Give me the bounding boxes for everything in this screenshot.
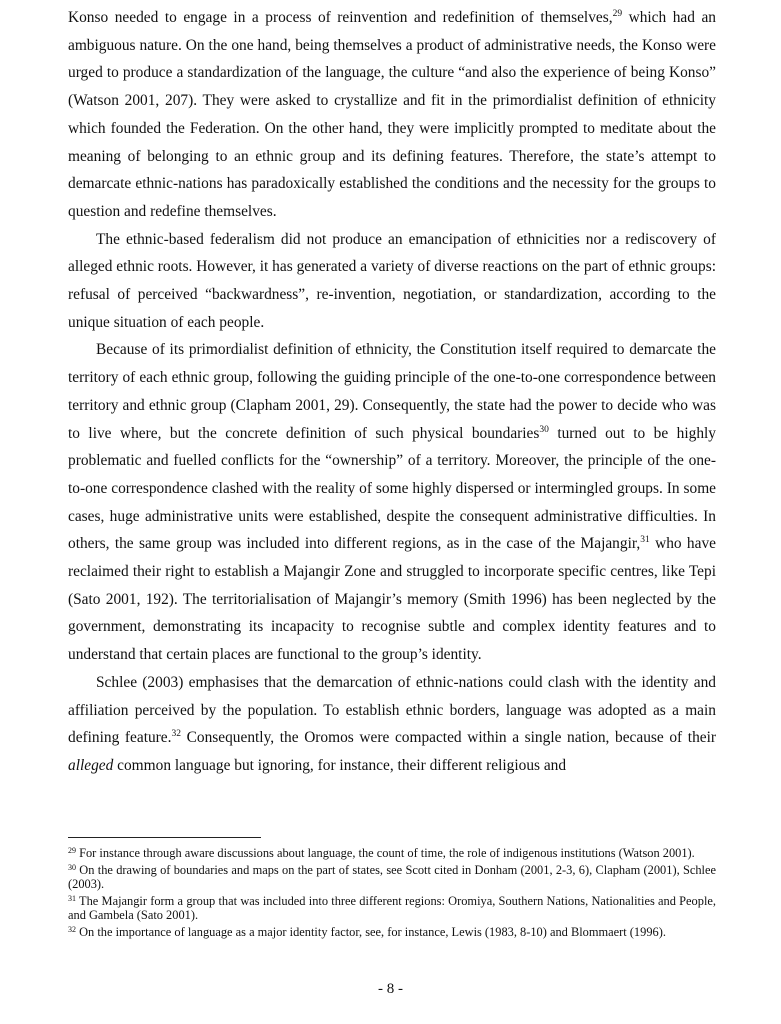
footnote-ref-30[interactable]: 30	[539, 424, 549, 435]
footnote-ref-32[interactable]: 32	[171, 729, 181, 740]
footnote-32	[68, 925, 716, 939]
paragraph-1	[68, 4, 716, 226]
footnote-text: On the importance of language as a major identity factor, see, for instance, Lewis (1983, 8-10) and Blommaert (1996).	[76, 925, 666, 939]
paragraph-3	[68, 336, 716, 668]
paragraph-2	[68, 226, 716, 337]
footnote-text: The Majangir form a group that was included into three different regions: Oromiya, Southern Nations, Nationalities and People, and Gambela (Sato 2001).	[68, 894, 716, 922]
paragraph-text: common language but ignoring, for instance, their different religious and	[113, 756, 567, 774]
footnote-number: 29	[68, 846, 76, 855]
footnote-29	[68, 846, 716, 860]
footnote-ref-29[interactable]: 29	[612, 9, 623, 19]
paragraph-text: which had an ambiguous nature. On the one hand, being themselves a product of administrative needs, the Konso were urged to produce a standardization of the language, the culture “and also the experience of being Konso” (Watson 2001, 207). They were asked to crystallize and fit in the primordialist definition of ethnicity which founded the Federation. On the other hand, they were implicitly prompted to meditate about the meaning of belonging to an ethnic group and its defining features. Therefore, the state’s attempt to demarcate ethnic-nations has paradoxically established the conditions and the necessity for the groups to question and redefine themselves.	[68, 9, 716, 220]
footnote-text: For instance through aware discussions about language, the count of time, the role of indigenous institutions (Watson 2001).	[76, 846, 695, 860]
footnote-31	[68, 894, 716, 922]
emphasis-text: alleged	[68, 756, 114, 774]
page-number: - 8 -	[378, 981, 403, 997]
paragraph-text: Consequently, the Oromos were compacted within a single nation, because of their	[181, 729, 717, 747]
footnote-ref-31[interactable]: 31	[640, 535, 650, 546]
paragraph-text: Konso needed to engage in a process of reinvention and redefinition of themselves,	[68, 9, 613, 26]
footnote-number: 31	[68, 894, 76, 903]
footnote-number: 30	[68, 863, 76, 872]
paragraph-text: who have reclaimed their right to establish a Majangir Zone and struggled to incorporate specific centres, like Tepi (Sato 2001, 192). The territorialisation of Majangir’s memory (Smith 1996) has been neglected by the government, demonstrating its incapacity to recognise subtle and complex identity features and to understand that certain places are functional to the group’s identity.	[68, 535, 716, 664]
footnote-number: 32	[68, 925, 76, 934]
paragraph-text: Because of its primordialist definition of ethnicity, the Constitution itself required to demarcate the territory of each ethnic group, following the guiding principle of the one-to-one correspondence between territory and ethnic group (Clapham 2001, 29). Consequently, the state had the power to decide who was to live where, but the concrete definition of such physical boundaries	[68, 341, 716, 442]
footnote-separator	[68, 837, 261, 838]
paragraph-4	[68, 669, 716, 780]
paragraph-text: turned out to be highly problematic and fuelled conflicts for the “ownership” of a territory. Moreover, the principle of the one-to-one correspondence clashed with the reality of some highly dispersed or intermingled groups. In some cases, huge administrative units were established, despite the consequent administrative difficulties. In others, the same group was included into different regions, as in the case of the Majangir,	[68, 424, 716, 553]
paragraph-text: The ethnic-based federalism did not produce an emancipation of ethnicities nor a rediscovery of alleged ethnic roots. However, it has generated a variety of diverse reactions on the part of ethnic groups: refusal of perceived “backwardness”, re-invention, negotiation, or standardization, according to the unique situation of each people.	[68, 230, 716, 331]
footnote-30	[68, 863, 716, 891]
footnote-text: On the drawing of boundaries and maps on the part of states, see Scott cited in Donham (2001, 2-3, 6), Clapham (2001), Schlee (2003).	[68, 863, 716, 891]
footnotes	[68, 846, 716, 942]
main-text	[68, 4, 716, 780]
paragraph-text: Schlee (2003) emphasises that the demarcation of ethnic-nations could clash with the identity and affiliation perceived by the population. To establish ethnic borders, language was adopted as a main defining feature.	[68, 673, 716, 747]
